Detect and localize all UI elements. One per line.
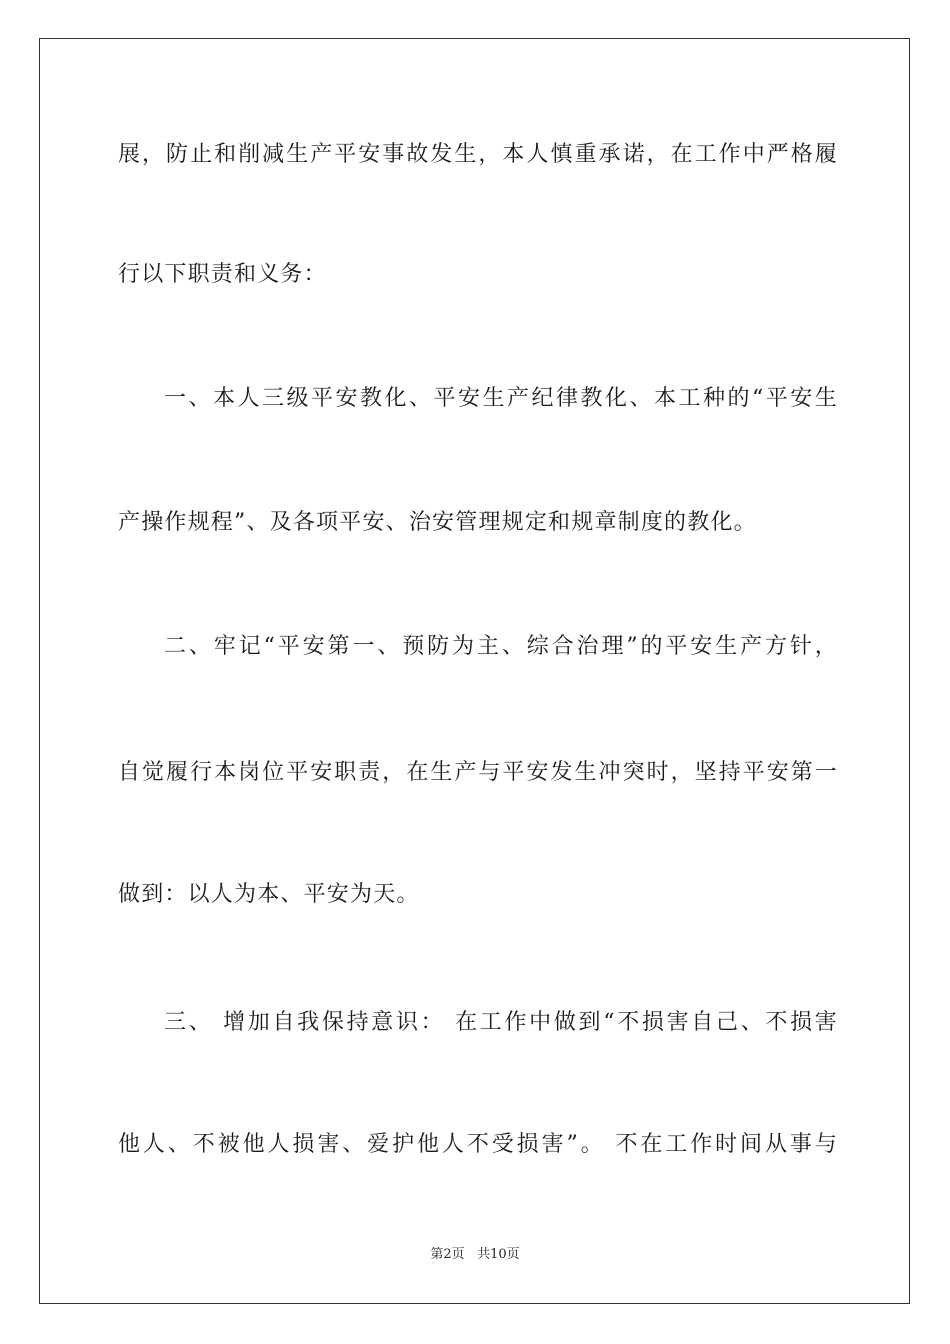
paragraph-line: 行以下职责和义务：: [118, 262, 327, 287]
paragraph-line: 他人、不被他人损害、爱护他人不受损害”。 不在工作时间从事与: [118, 1132, 838, 1157]
paragraph-line: 三、 增加自我保持意识： 在工作中做到“不损害自己、不损害: [164, 1010, 838, 1035]
page-footer: [0, 1247, 950, 1263]
page-total: 共10页: [477, 1247, 520, 1262]
paragraph-line: 展，防止和削减生产平安事故发生，本人慎重承诺，在工作中严格履: [118, 142, 838, 167]
paragraph-line: 二、牢记“平安第一、预防为主、综合治理”的平安生产方针，: [164, 634, 838, 659]
paragraph-line: 产操作规程”、及各项平安、治安管理规定和规章制度的教化。: [118, 510, 757, 535]
page-border: [39, 38, 910, 1304]
paragraph-line: 一、本人三级平安教化、平安生产纪律教化、本工种的“平安生: [164, 386, 838, 411]
paragraph-line: 做到：以人为本、平安为天。: [118, 882, 420, 907]
paragraph-line: 自觉履行本岗位平安职责，在生产与平安发生冲突时，坚持平安第一: [118, 760, 838, 785]
page-number: 第2页: [430, 1247, 465, 1262]
